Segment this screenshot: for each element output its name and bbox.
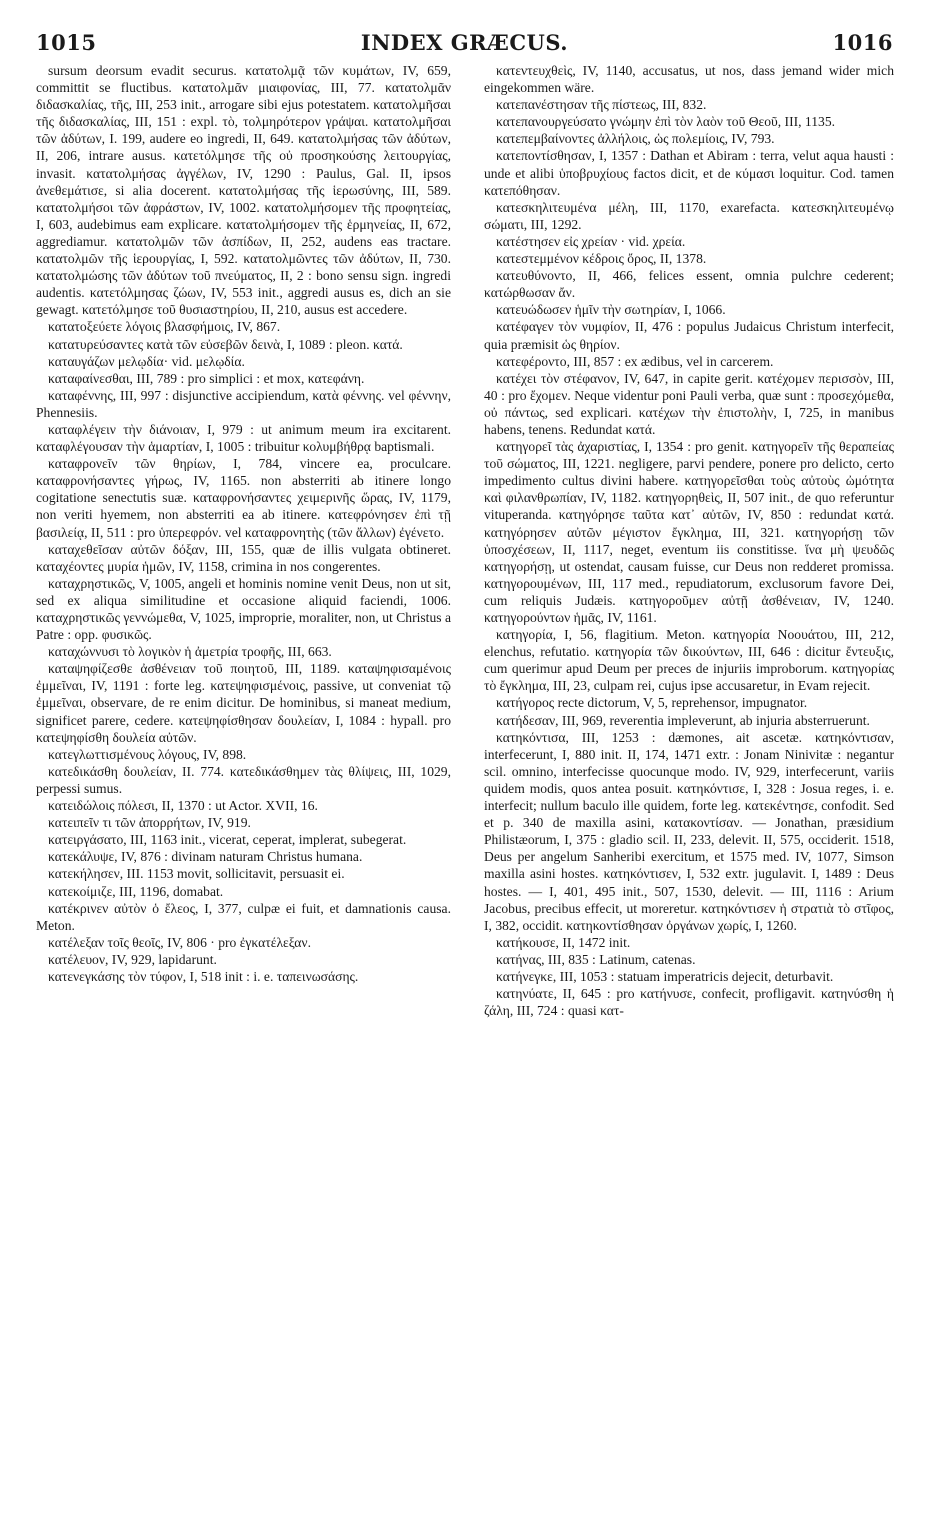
index-entry: καταφέννης, III, 997 : disjunctive accipiendum, κατὰ φέννης. vel φέννην, Phennesiis.: [36, 387, 451, 420]
index-entry: κατεκάλυψε, IV, 876 : divinam naturam Christus humana.: [48, 849, 363, 865]
index-entry: sursum deorsum evadit securus. κατατολμᾷ τῶν κυμάτων, IV, 659, committit se fluctibus. κατατολμᾶν μιαιφονίας, III, 77. κατατολμᾶν διδασκαλίας, τῆς, III, 253 init., arrogare sibi ejus potestatem. κατατολμῆσαι τῆς διδασκαλίας, III, 151 : expl. τὸ, τολμηρότερον γράψαι. κατατολμῆσαι τῶν ἀδύτων, I. 199, audere eo ingredi, II, 649. κατατολμήσας τῶν ἀδύτων, II, 206, intrare ausus. κατετόλμησε τῆς οὐ προσηκούσης λειτουργίας, invasit. κατατολμήσας ἀγγέλων, IV, 1290 : Paulus, Gal. II, ipsos ἀνεθεμάτισε, si alia docerent. κατατολμήσας τῆς ἱερωσύνης, III, 589. κατατολμήσοι τῶν ἀφράστων, IV, 1002. κατατολμήσομεν τῆς προφητείας, I, 603, audebimus eam explicare. κατατολμήσομεν τῆς ἑρμηνείας, II, 672, aggrediamur. κατατολμῶν τῶν ἀσπίδων, II, 252, audens eas tractare. κατατολμῶν τῆς ἱερουργίας, I, 592. κατατολμῶντες τῶν ἀδύτων, II, 730. κατατολμώσης τῶν ἀδύτων τοῦ πνεύματος, II, 2 : bono sensu sign. ingredi audentis. κατετόλμησας ζώων, IV, 553 init., aggredi ausus es, dich an sie gewagt. κατετόλμησε τοῦ θυσιαστηρίου, II, 210, ausus est accedere.: [36, 63, 451, 318]
running-title: INDEX GRÆCUS.: [360, 30, 569, 55]
index-entry: κατεντευχθεὶς, IV, 1140, accusatus, ut nos, dass jemand wider mich eingekommen wäre.: [484, 63, 894, 96]
index-entry: καταχώννυσι τὸ λογικὸν ἡ ἀμετρία τροφῆς, III, 663.: [48, 644, 332, 660]
index-entry: κατεδικάσθη δουλείαν, II. 774. κατεδικάσθημεν τὰς θλίψεις, III, 1029, perpessi sumus.: [36, 763, 451, 796]
index-entry: κατέκρινεν αὐτὸν ὁ ἔλεος, I, 377, culpæ ei fuit, et damnationis causa. Meton.: [36, 900, 451, 933]
index-entry: κατηνύατε, II, 645 : pro κατήνυσε, confecit, profligavit. κατηνύσθη ἡ ζάλη, III, 724 : quasi κατ-: [484, 986, 894, 1019]
index-entry: κατεκοίμιζε, III, 1196, domabat.: [48, 883, 224, 899]
index-entry: κατέστησεν εἰς χρείαν · vid. χρεία.: [496, 233, 686, 249]
index-entry: κατεστεμμένον κέδροις ὄρος, II, 1378.: [496, 251, 707, 267]
index-entry: κατευθύνοντο, II, 466, felices essent, omnia pulchre cederent; κατώρθωσαν ἄν.: [484, 268, 894, 301]
index-entry: καταψηφίζεσθε ἀσθένειαν τοῦ ποιητοῦ, III, 1189. καταψηφισαμένοις ἐμμεῖναι, IV, 1191 : forte leg. κατεψηφισμένοις, passive, ut conveniat τῷ ἐμμεῖναι, observare, de re enim dicitur. De hominibus, si maneat medium, significet parere, cedere. κατεψηφίσθησαν δουλείαν, I, 1084 : hypall. pro κατεψηφίσθη δουλεία αὐτῶν.: [36, 661, 451, 745]
index-entry: κατήνας, III, 835 : Latinum, catenas.: [496, 951, 696, 967]
index-entry: κατειργάσατο, III, 1163 init., vicerat, ceperat, implerat, subegerat.: [48, 832, 407, 848]
left-column: [36, 62, 451, 1532]
index-entry: καταφρονεῖν τῶν θηρίων, I, 784, vincere ea, proculcare. καταφρονήσαντες γήρως, IV, 1165. non absterriti ab itinere longo cogitatione senectutis suæ. καταφρονήσαντες χειμερινῆς ὥρας, IV, 1179, non veriti hyemem, non absterriti ea ab itinere. κατεφρόνησεν ἐπὶ τῇ βασιλείᾳ, II, 511 : pro ὑπερεφρόν. vel καταφρονητὴς (τῶν ἄλλων) ἐγένετο.: [36, 456, 451, 540]
index-entry: κατεποντίσθησαν, I, 1357 : Dathan et Abiram : terra, velut aqua hausti : unde et alibi ὑποβρυχίους factos dicit, et de κύμασι loquitur. Cod. tamen κατεπόθησαν.: [484, 148, 894, 198]
index-entry: κατέλευον, IV, 929, lapidarunt.: [48, 951, 217, 967]
index-entry: κατήνεγκε, III, 1053 : statuam imperatricis dejecit, deturbavit.: [496, 968, 834, 984]
index-entry: κατηκόντισα, III, 1253 : dæmones, ait ascetæ. κατηκόντισαν, interfecerunt, I, 880 init. II, 174, 1471 extr. : Jonam Ninivitæ : negantur scil. omnino, interfecisse quocunque modo. IV, 929, interfecerunt, variis quidem modis, quos antea posuit. κατηκόντισε, I, 328 : Josua reges, i. e. interfecit; nullum baculo ille quidem, forte leg. κατεκέντησε, confodit. Sed et p. 340 de maxilla asini, κατακοντίσαν. — Jonathan, præsidium Philistæorum, I, 375 : gladio scil. II, 233, delevit. II, 575, occiderit. 1518, Deus per angelum Sanheribi exercitum, et 1575 med. IV, 1077, Simson maxilla asini hostes. κατηκόντισεν, I, 532 extr. jugulavit. I, 1489 : Deus hostes. — I, 401, 495 init., 507, 1530, delevit. — III, 1116 : Arium Jacobus, precibus effecit, ut moreretur. κατηκόντισεν ἡ στρατιὰ τὸ στῖφος, I, 382, occidit. κατηκοντίσθησαν ὀργάνων χωρίς, I, 1260.: [484, 729, 894, 933]
right-page-number: 1016: [832, 30, 893, 55]
index-entry: κατεκήλησεν, III. 1153 movit, sollicitavit, persuasit ei.: [48, 866, 345, 882]
index-entry: κατειδώλοις πόλεσι, II, 1370 : ut Actor. XVII, 16.: [48, 798, 318, 814]
index-entry: κατεφέροντο, III, 857 : ex ædibus, vel in carcerem.: [496, 353, 774, 369]
index-entry: κατηγορία, I, 56, flagitium. Meton. κατηγορία Νοουάτου, III, 212, elenchus, refutatio. κατηγορία τῶν δικούντων, III, 646 : dicitur ἔντευξις, cum querimur apud Deum per preces de injuriis improborum. κατηγορίας τὸ ἔγκλημα, III, 23, culpam rei, cujus ipse accusaretur, in Evam rejecit.: [484, 627, 894, 694]
index-entry: καταυγάζων μελῳδία· vid. μελῳδία.: [48, 353, 245, 369]
index-entry: κατήγορος recte dictorum, V, 5, reprehensor, impugnator.: [496, 695, 808, 711]
index-entry: κατεπανέστησαν τῆς πίστεως, III, 832.: [496, 97, 707, 113]
index-entry: κατεπεμβαίνοντες ἀλλήλοις, ὡς πολεμίοις, IV, 793.: [496, 131, 775, 147]
index-entry: κατέλεξαν τοῖς θεοῖς, IV, 806 · pro ἐγκατέλεξαν.: [48, 934, 311, 950]
index-entry: κατατοξεύετε λόγοις βλασφήμοις, IV, 867.: [48, 319, 281, 335]
index-entry: κατευώδωσεν ἡμῖν τὴν σωτηρίαν, I, 1066.: [496, 302, 726, 318]
index-entry: κατεγλωττισμένους λόγους, IV, 898.: [48, 746, 247, 762]
index-entry: κατενεγκάσης τὸν τύφον, I, 518 init : i. e. ταπεινωσάσης.: [48, 968, 359, 984]
index-entry: καταχρηστικῶς, V, 1005, angeli et hominis nomine venit Deus, non ut sit, sed ex aliqua similitudine et occasione aliquid faciendi, 1006. καταχρηστικῶς γεννώμεθα, V, 1025, improprie, moraliter, non, ut Christus a Patre : opp. φυσικῶς.: [36, 575, 451, 643]
index-entry: κατέφαγεν τὸν νυμφίον, II, 476 : populus Judaicus Christum interfecit, quia præmisit ὡς θηρίον.: [484, 319, 894, 352]
index-entry: κατήδεσαν, III, 969, reverentia impleverunt, ab injuria absterruerunt.: [496, 712, 870, 728]
page-header: [36, 30, 893, 58]
index-entry: κατέχει τὸν στέφανον, IV, 647, in capite gerit. κατέχομεν περισσὸν, III, 40 : pro ἔχομεν. Neque videntur poni Pauli verba, quæ sunt : προσεχόμεθα, οὐ πάντως, sed explicari. κατέχων τὴν ἐπιστολὴν, I, 725, in manibus habens, tenens. Redundat κατά.: [484, 370, 894, 437]
index-entry: κατειπεῖν τι τῶν ἀπορρήτων, IV, 919.: [48, 815, 251, 831]
index-entry: κατεσκηλιτευμένα μέλη, III, 1170, exarefacta. κατεσκηλιτευμένῳ σώματι, III, 1292.: [484, 199, 894, 232]
index-entry: κατήκουσε, II, 1472 init.: [496, 934, 631, 950]
index-entry: καταφλέγειν τὴν διάνοιαν, I, 979 : ut animum meum ira excitarent. καταφλέγουσαν τὴν ἁμαρτίαν, I, 1005 : tribuitur κολυμβήθρᾳ baptismali.: [36, 421, 451, 455]
left-page-number: 1015: [36, 30, 97, 55]
index-entry: καταφαίνεσθαι, III, 789 : pro simplici : et mox, κατεφάνη.: [48, 370, 365, 386]
index-entry: καταχεθεῖσαν αὐτῶν δόξαν, III, 155, quæ de illis vulgata obtineret. καταχέοντες μυρία ἡμῶν, IV, 1158, crimina in nos congerentes.: [36, 541, 451, 574]
index-entry: κατατυρεύσαντες κατὰ τῶν εὐσεβῶν δεινὰ, I, 1089 : pleon. κατά.: [48, 336, 403, 352]
index-entry: κατεπανουργεύσατο γνώμην ἐπὶ τὸν λαὸν τοῦ Θεοῦ, III, 1135.: [496, 114, 836, 130]
index-entry: κατηγορεῖ τὰς ἀχαριστίας, I, 1354 : pro genit. κατηγορεῖν τῆς θεραπείας τοῦ σώματος, III, 1221. negligere, parvi pendere, ponere pro delicto, certo impedimento cultus divini habere. κατηγορεῖσθαι τοὺς αὐτοὺς ὠμότητα καὶ φιλανθρωπίαν, IV, 1182. κατηγορηθεὶς, II, 507 init., de quo referuntur vituperanda. κατηγόρησε ταῦτα κατ᾽ αὐτῶν, IV, 850 : redundat κατά. κατηγόρησεν αὐτῶν μέγιστον ἔγκλημα, III, 321. κατηγορήσῃ τῶν ὑποσχέσεων, II, 1117, neget, eventum iis constitisse. ἵνα μὴ ψευδῶς κατηγορήσῃ, ut ostendat, causam fuisse, cur Deus non redderet promissa. κατηγορουμένων, III, 117 med., repudiatorum, exclusorum favore Dei, cum reliquis Judæis. κατηγοροῦμεν αὐτῇ ἀσθένειαν, IV, 1240. κατηγορούντων ἡμᾶς, IV, 1161.: [484, 439, 894, 625]
right-column: [484, 62, 894, 1532]
